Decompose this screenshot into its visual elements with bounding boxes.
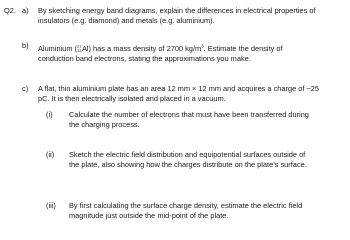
part-c-label: c) — [22, 84, 29, 93]
part-b-text-mid: ) has a mass density of 2700 kg/m — [88, 44, 202, 53]
part-c-i-label: (i) — [46, 110, 53, 119]
part-c-iii-label: (iii) — [46, 201, 56, 210]
part-c-text: A flat, thin aluminium plate has an area 12 mm × 12 mm and acquires a charge of −25 pC. It is then electrically isolated and placed in a vacuum. — [38, 84, 320, 103]
part-a-label: a) — [22, 6, 29, 15]
nuclide-symbol: Al — [81, 44, 89, 53]
part-b-label: b) — [22, 41, 29, 50]
part-c-ii-text: Sketch the electric field distribution and equipotential surfaces outside of the plate, also showing how the charges distribute on the plate’s surface. — [69, 150, 307, 169]
part-c-i-text: Calculate the number of electrons that must have been transferred during the charging process. — [69, 110, 309, 129]
nuclide-notation — [77, 45, 81, 53]
part-b-text-end: . Estimate the density of conduction band electrons, stating the approximations you make. — [38, 44, 283, 63]
part-c-iii-text: By first calculating the surface charge density, estimate the electric field magnitude just outside the mid-point of the plate. — [69, 201, 303, 220]
nuclide-atomic-number: 13 — [77, 48, 82, 54]
part-c-ii-label: (ii) — [46, 150, 55, 159]
part-b-text — [38, 44, 320, 63]
question-number: Q2. — [4, 6, 16, 15]
nuclide-mass-number: 27 — [77, 43, 82, 49]
unit-exponent: 3 — [201, 43, 204, 49]
part-a-text: By sketching energy band diagrams, explain the differences in electrical properties of insulators (e.g. diamond) and metals (e.g. aluminium). — [38, 6, 316, 25]
part-b-text-start: Aluminium ( — [38, 44, 78, 53]
